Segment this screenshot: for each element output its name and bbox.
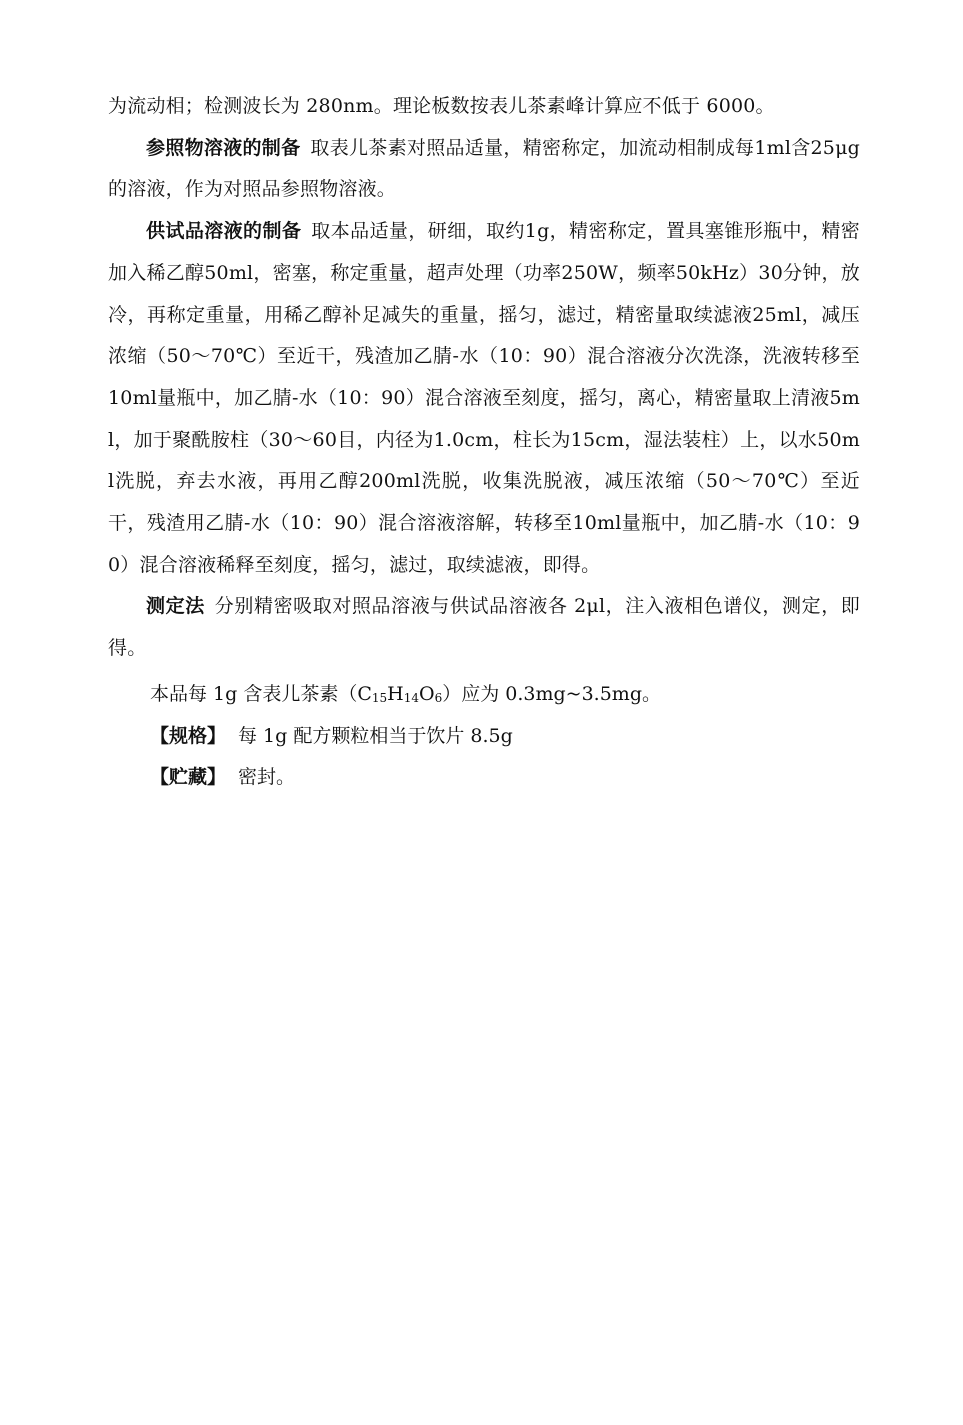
method-text: 分别精密吸取对照品溶液与供试品溶液各 2μl，注入液相色谱仪，测定，即得。 xyxy=(108,595,860,660)
formula-sub-h: 14 xyxy=(403,690,420,705)
method-heading: 测定法 xyxy=(146,595,205,618)
sample-solution-heading: 供试品溶液的制备 xyxy=(146,220,302,243)
intro-line xyxy=(108,86,860,128)
document-page xyxy=(108,86,860,799)
formula-sub-c: 15 xyxy=(371,690,388,705)
sample-solution-text: 取本品适量，研细，取约1g，精密称定，置具塞锥形瓶中，精密加入稀乙醇50ml，密塞，称定重量，超声处理（功率250W，频率50kHz）30分钟，放冷，再称定重量，用稀乙醇补足减失的重量，摇匀，滤过，精密量取续滤液25ml，减压浓缩（50～70℃）至近干，残渣加乙腈-水（10：90）混合溶液分次洗涤，洗液转移至10ml量瓶中，加乙腈-水（10：90）混合溶液至刻度，摇匀，离心，精密量取上清液5ml，加于聚酰胺柱（30～60目，内径为1.0cm，柱长为15cm，湿法装柱）上，以水50ml洗脱，弃去水液，再用乙醇200ml洗脱，收集洗脱液，减压浓缩（50～70℃）至近干，残渣用乙腈-水（10：90）混合溶液溶解，转移至10ml量瓶中，加乙腈-水（10：90）混合溶液稀释至刻度，摇匀，滤过，取续滤液，即得。 xyxy=(108,220,860,576)
content-after: ）应为 0.3mg~3.5mg。 xyxy=(442,682,661,705)
reference-solution-heading: 参照物溶液的制备 xyxy=(146,136,301,159)
storage-line xyxy=(150,757,860,799)
storage-label: 【贮藏】 xyxy=(150,766,227,789)
method-paragraph xyxy=(108,586,860,669)
formula-sub-o: 6 xyxy=(434,690,443,705)
spec-line xyxy=(150,716,860,758)
spec-text: 每 1g 配方颗粒相当于饮片 8.5g xyxy=(238,724,513,747)
reference-solution-paragraph xyxy=(108,128,860,211)
content-requirement-line xyxy=(150,674,860,716)
intro-text: 为流动相；检测波长为 280nm。理论板数按表儿茶素峰计算应不低于 6000。 xyxy=(108,95,775,117)
formula-h: H xyxy=(387,682,404,705)
sample-solution-paragraph xyxy=(108,211,860,586)
spec-label: 【规格】 xyxy=(150,724,227,747)
content-before: 本品每 1g 含表儿茶素（C xyxy=(150,682,372,705)
storage-text: 密封。 xyxy=(238,766,296,789)
formula-o: O xyxy=(419,682,435,705)
reference-solution-text: 取表儿茶素对照品适量，精密称定，加流动相制成每1ml含25μg的溶液，作为对照品参照物溶液。 xyxy=(108,136,860,201)
